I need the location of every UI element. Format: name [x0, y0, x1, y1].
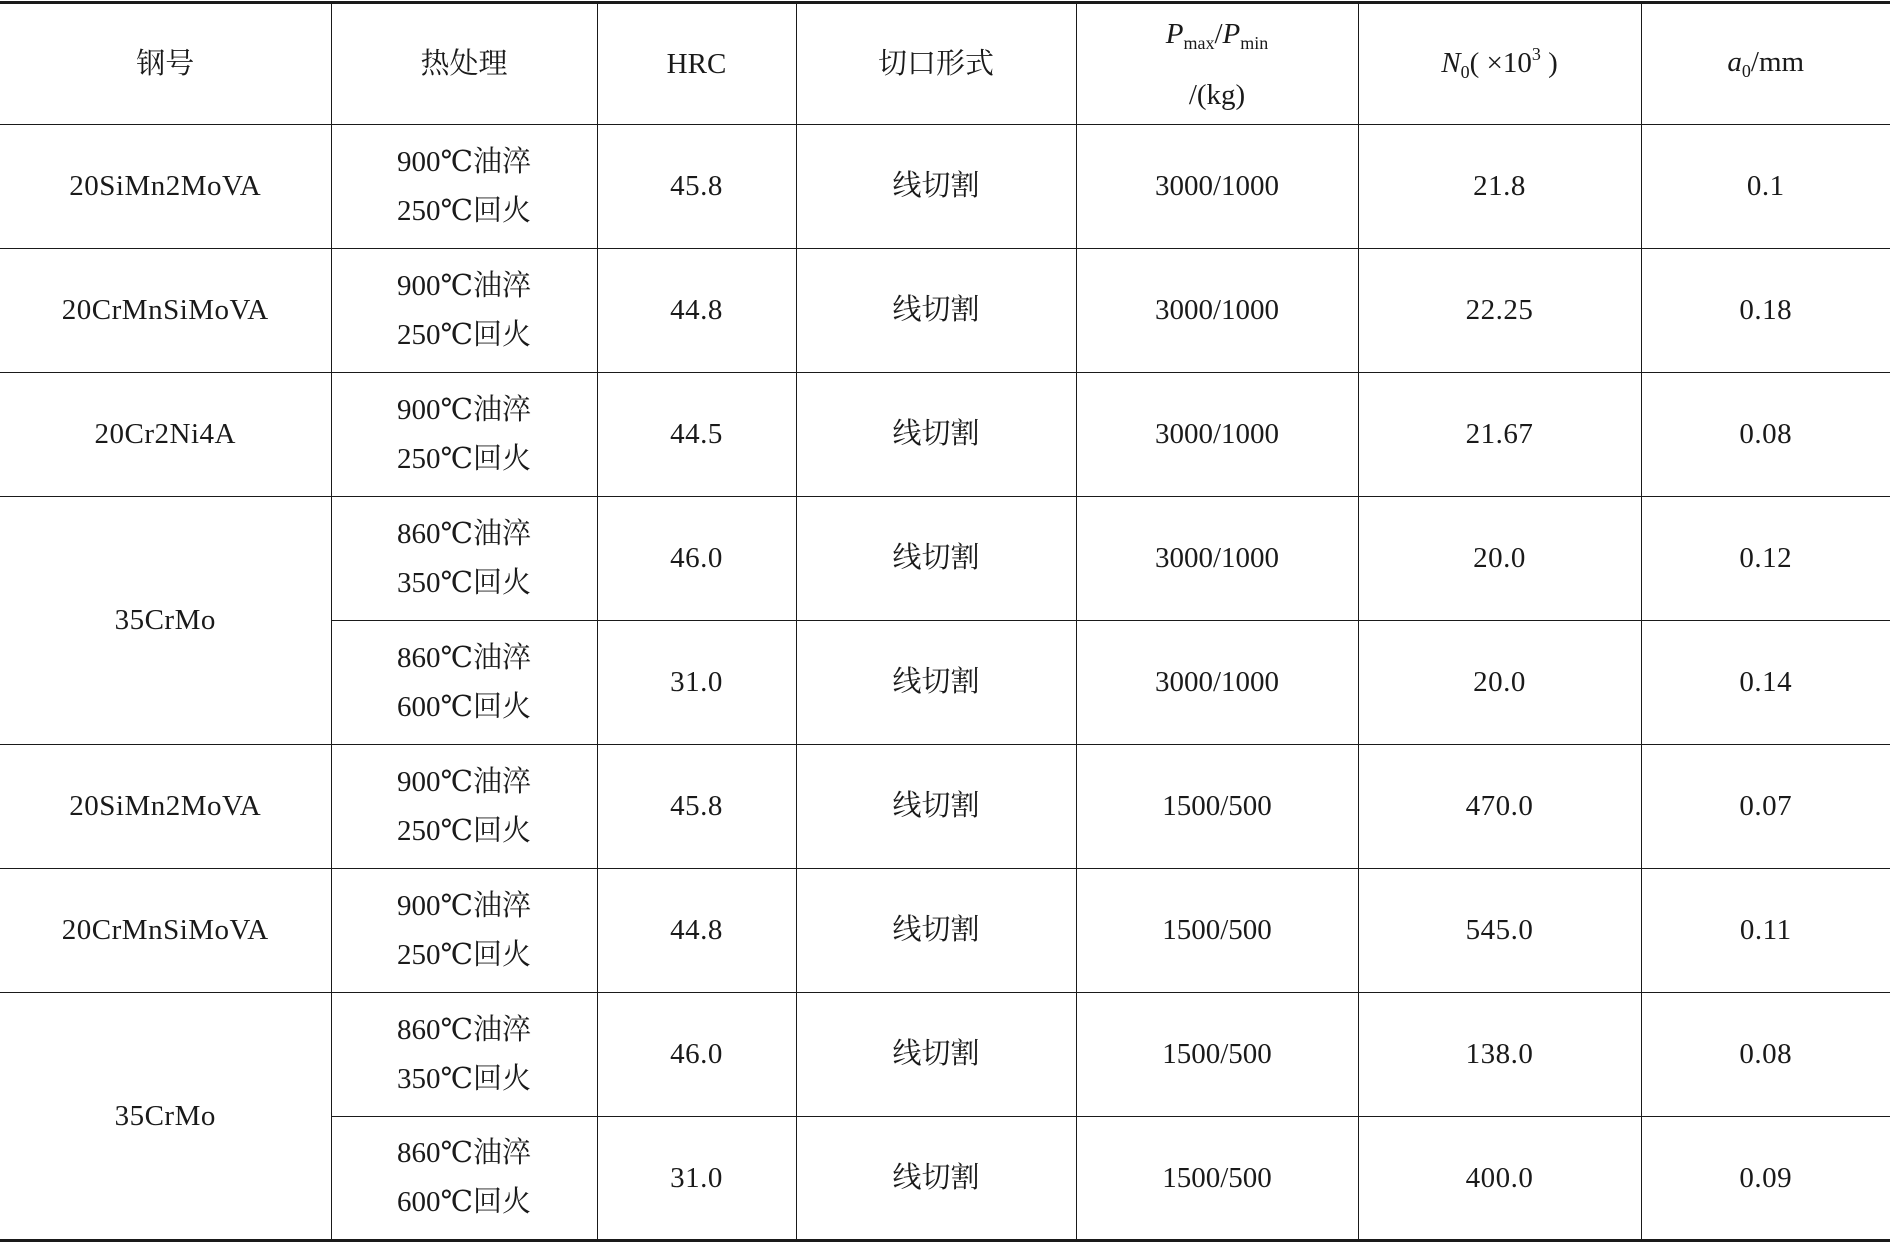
quench-line: 900℃油淬 — [397, 393, 531, 426]
quench-line: 900℃油淬 — [397, 269, 531, 302]
table-row — [0, 869, 1890, 993]
steel-grade-cell: 20Cr2Ni4A — [0, 373, 331, 497]
quench-line: 900℃油淬 — [397, 765, 531, 798]
steel-grade-cell: 20SiMn2MoVA — [0, 745, 331, 869]
notch-cell: 线切割 — [796, 125, 1076, 249]
notch-cell: 线切割 — [796, 869, 1076, 993]
temper-line: 600℃回火 — [397, 1186, 531, 1218]
header-notch: 切口形式 — [796, 3, 1076, 125]
temper-line: 250℃回火 — [397, 318, 531, 351]
heat-treatment-cell — [331, 621, 597, 745]
p-symbol: P — [1222, 17, 1241, 50]
heat-treatment-cell — [331, 373, 597, 497]
temper-line: 350℃回火 — [397, 1062, 531, 1095]
a-subscript: 0 — [1741, 61, 1751, 82]
temper-line: 350℃回火 — [397, 566, 531, 599]
heat-treatment-cell — [331, 249, 597, 373]
notch-cell: 线切割 — [796, 373, 1076, 497]
quench-line: 900℃油淬 — [397, 145, 531, 178]
temper-line: 250℃回火 — [397, 442, 531, 475]
temper-line: 600℃回火 — [397, 690, 531, 723]
load-cell: 3000/1000 — [1076, 249, 1358, 373]
steel-grade-cell: 20CrMnSiMoVA — [0, 869, 331, 993]
table-row — [0, 745, 1890, 869]
header-load-ratio — [1077, 8, 1358, 69]
table-row — [0, 249, 1890, 373]
n0-cell: 470.0 — [1358, 745, 1641, 869]
hrc-cell: 44.8 — [597, 249, 796, 373]
a0-cell: 0.11 — [1641, 869, 1890, 993]
notch-cell: 线切割 — [796, 993, 1076, 1117]
n0-multiplier: ( ×10 — [1469, 47, 1532, 80]
n0-cell: 400.0 — [1358, 1117, 1641, 1241]
table-row — [0, 373, 1890, 497]
steel-grade-cell: 20SiMn2MoVA — [0, 125, 331, 249]
header-load — [1076, 3, 1358, 125]
steel-grade-cell: 35CrMo — [0, 497, 331, 745]
table-row — [0, 993, 1890, 1117]
n0-cell: 545.0 — [1358, 869, 1641, 993]
hrc-cell: 45.8 — [597, 125, 796, 249]
hrc-cell: 45.8 — [597, 745, 796, 869]
hrc-cell: 44.8 — [597, 869, 796, 993]
n0-cell: 22.25 — [1358, 249, 1641, 373]
quench-line: 860℃油淬 — [397, 1137, 531, 1169]
max-subscript: max — [1183, 32, 1215, 53]
hrc-cell: 31.0 — [597, 1117, 796, 1241]
table-row — [0, 497, 1890, 621]
n0-close: ) — [1540, 47, 1558, 80]
n0-cell: 138.0 — [1358, 993, 1641, 1117]
load-cell: 1500/500 — [1076, 869, 1358, 993]
a0-cell: 0.09 — [1641, 1117, 1890, 1241]
temper-line: 250℃回火 — [397, 194, 531, 227]
heat-treatment-cell — [331, 1117, 597, 1241]
heat-treatment-cell — [331, 869, 597, 993]
n0-cell: 21.8 — [1358, 125, 1641, 249]
header-steel: 钢号 — [0, 3, 331, 125]
load-cell: 1500/500 — [1076, 1117, 1358, 1241]
quench-line: 860℃油淬 — [397, 641, 531, 674]
load-cell: 3000/1000 — [1076, 125, 1358, 249]
heat-treatment-cell — [331, 745, 597, 869]
heat-treatment-cell — [331, 125, 597, 249]
header-treatment: 热处理 — [331, 3, 597, 125]
load-cell: 1500/500 — [1076, 993, 1358, 1117]
hrc-cell: 46.0 — [597, 497, 796, 621]
notch-cell: 线切割 — [796, 1117, 1076, 1241]
load-cell: 1500/500 — [1076, 745, 1358, 869]
notch-cell: 线切割 — [796, 621, 1076, 745]
quench-line: 860℃油淬 — [397, 517, 531, 550]
hrc-cell: 46.0 — [597, 993, 796, 1117]
header-load-unit: /(kg) — [1188, 78, 1246, 111]
temper-line: 250℃回火 — [397, 814, 531, 847]
table-row — [0, 125, 1890, 249]
n-symbol: N — [1441, 47, 1461, 80]
steel-grade-cell: 35CrMo — [0, 993, 331, 1241]
min-subscript: min — [1240, 32, 1269, 53]
temper-line: 250℃回火 — [397, 938, 531, 971]
p-symbol: P — [1165, 17, 1184, 50]
load-cell: 3000/1000 — [1076, 621, 1358, 745]
steel-fatigue-table — [0, 1, 1890, 1242]
notch-cell: 线切割 — [796, 745, 1076, 869]
n0-exponent: 3 — [1531, 44, 1541, 65]
heat-treatment-cell — [331, 497, 597, 621]
a-symbol: a — [1727, 46, 1742, 79]
a0-cell: 0.07 — [1641, 745, 1890, 869]
a0-cell: 0.08 — [1641, 993, 1890, 1117]
steel-grade-cell: 20CrMnSiMoVA — [0, 249, 331, 373]
header-a0 — [1641, 3, 1890, 125]
notch-cell: 线切割 — [796, 249, 1076, 373]
quench-line: 860℃油淬 — [397, 1013, 531, 1046]
a0-unit: /mm — [1750, 46, 1805, 79]
heat-treatment-cell — [331, 993, 597, 1117]
n0-cell: 20.0 — [1358, 497, 1641, 621]
header-hrc: HRC — [597, 3, 796, 125]
load-cell: 3000/1000 — [1076, 373, 1358, 497]
hrc-cell: 44.5 — [597, 373, 796, 497]
header-row — [0, 3, 1890, 125]
a0-cell: 0.18 — [1641, 249, 1890, 373]
a0-cell: 0.12 — [1641, 497, 1890, 621]
a0-cell: 0.1 — [1641, 125, 1890, 249]
header-n0 — [1358, 3, 1641, 125]
n0-cell: 20.0 — [1358, 621, 1641, 745]
notch-cell: 线切割 — [796, 497, 1076, 621]
load-cell: 3000/1000 — [1076, 497, 1358, 621]
slash: / — [1214, 17, 1223, 50]
n-subscript: 0 — [1460, 62, 1470, 83]
n0-cell: 21.67 — [1358, 373, 1641, 497]
a0-cell: 0.08 — [1641, 373, 1890, 497]
hrc-cell: 31.0 — [597, 621, 796, 745]
a0-cell: 0.14 — [1641, 621, 1890, 745]
quench-line: 900℃油淬 — [397, 889, 531, 922]
